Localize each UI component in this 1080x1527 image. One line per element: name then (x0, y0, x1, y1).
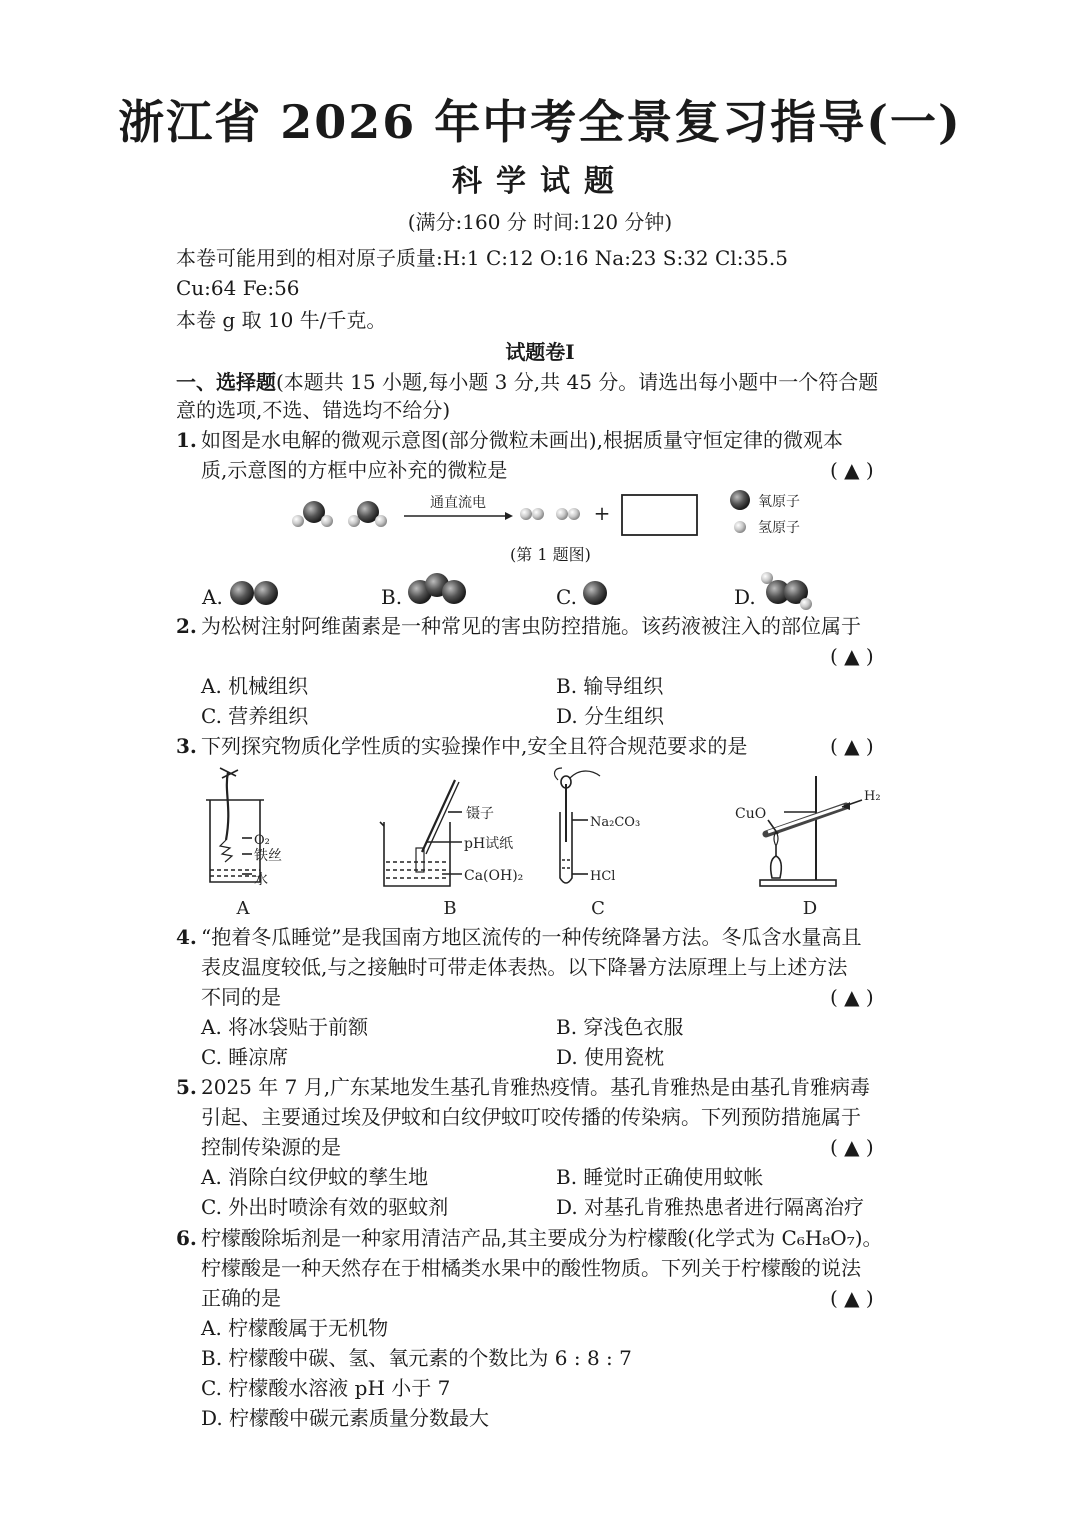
atomic-mass-line-1: 本卷可能用到的相对原子质量:H:1 C:12 O:16 Na:23 S:32 Cl:35.5 (176, 246, 788, 270)
q1-option-b-particle (404, 570, 474, 610)
atomic-mass-line-2: Cu:64 Fe:56 (176, 276, 300, 300)
q1-option-b-label[interactable]: B. (381, 585, 403, 609)
gravity-note: 本卷 g 取 10 牛/千克。 (176, 308, 387, 332)
answer-box (622, 495, 697, 535)
q1-electrolysis-diagram (280, 480, 840, 580)
q4-stem-3: 不同的是 (201, 985, 281, 1009)
q1-option-d-particle (756, 568, 820, 612)
q3-number: 3. (176, 734, 197, 758)
q2-number: 2. (176, 614, 197, 638)
q5-stem-3: 控制传染源的是 (201, 1135, 341, 1159)
q5-stem-2: 引起、主要通过埃及伊蚊和白纹伊蚊叮咬传播的传染病。下列预防措施属于 (201, 1105, 861, 1129)
q4-option-d[interactable]: D. 使用瓷枕 (556, 1045, 665, 1069)
q2-option-d[interactable]: D. 分生组织 (556, 704, 665, 728)
apparatus-a-letter: A (236, 898, 250, 919)
q1-option-c-label[interactable]: C. (556, 585, 577, 609)
water-molecule-1 (292, 501, 333, 527)
q1-stem-1: 如图是水电解的微观示意图(部分微粒未画出),根据质量守恒定律的微观本 (201, 428, 843, 452)
hydrogen-molecule-2 (556, 508, 580, 520)
q3-stem: 下列探究物质化学性质的实验操作中,安全且符合规范要求的是 (201, 734, 748, 758)
q1-option-a-label[interactable]: A. (202, 585, 223, 609)
q2-option-b[interactable]: B. 输导组织 (556, 674, 664, 698)
q1-option-a-particle (226, 576, 286, 610)
q1-number: 1. (176, 428, 197, 452)
label-caoh2: Ca(OH)₂ (464, 868, 524, 884)
q6-option-c[interactable]: C. 柠檬酸水溶液 pH 小于 7 (201, 1376, 451, 1400)
section-instructions: (本题共 15 小题,每小题 3 分,共 45 分。请选出每小题中一个符合题 (276, 370, 879, 394)
plus-sign: + (593, 501, 611, 525)
apparatus-d (760, 776, 862, 886)
q6-stem-2: 柠檬酸是一种天然存在于柑橘类水果中的酸性物质。下列关于柠檬酸的说法 (201, 1256, 861, 1280)
exam-subtitle: 科学试题 (452, 164, 628, 199)
q1-caption: (第 1 题图) (510, 545, 591, 564)
section-instructions-2: 意的选项,不选、错选均不给分) (176, 398, 451, 422)
q4-option-a[interactable]: A. 将冰袋贴于前额 (201, 1015, 369, 1039)
q6-answer-blank[interactable]: ( ▲ ) (830, 1286, 874, 1310)
label-tweezers: 镊子 (466, 806, 494, 822)
q4-stem-1: “抱着冬瓜睡觉”是我国南方地区流传的一种传统降暑方法。冬瓜含水量高且 (201, 925, 862, 949)
q4-option-b[interactable]: B. 穿浅色衣服 (556, 1015, 684, 1039)
label-iron-wire: 铁丝 (254, 848, 282, 864)
label-water: 水 (254, 872, 268, 888)
q1-option-c-particle (580, 578, 614, 612)
q5-stem-1: 2025 年 7 月,广东某地发生基孔肯雅热疫情。基孔肯雅热是由基孔肯雅病毒 (201, 1075, 871, 1099)
section-label: 一、选择题 (176, 370, 276, 394)
label-h2: H₂ (864, 789, 881, 804)
apparatus-c-letter: C (591, 898, 605, 919)
oxygen-legend-icon (730, 490, 750, 510)
water-molecule-2 (348, 501, 387, 527)
label-ph-paper: pH试纸 (464, 836, 514, 852)
q6-stem-1: 柠檬酸除垢剂是一种家用清洁产品,其主要成分为柠檬酸(化学式为 C₆H₈O₇)。 (201, 1226, 883, 1250)
oxygen-legend-label: 氧原子 (758, 494, 800, 510)
q5-number: 5. (176, 1075, 197, 1099)
q6-option-b[interactable]: B. 柠檬酸中碳、氢、氧元素的个数比为 6 : 8 : 7 (201, 1346, 632, 1370)
q6-option-d[interactable]: D. 柠檬酸中碳元素质量分数最大 (201, 1406, 490, 1430)
q5-answer-blank[interactable]: ( ▲ ) (830, 1135, 874, 1159)
q1-stem-2: 质,示意图的方框中应补充的微粒是 (201, 458, 508, 482)
q3-answer-blank[interactable]: ( ▲ ) (830, 734, 874, 758)
q2-option-a[interactable]: A. 机械组织 (201, 674, 309, 698)
hydrogen-legend-icon (734, 521, 746, 533)
arrow-label: 通直流电 (430, 495, 486, 511)
hydrogen-legend-label: 氢原子 (758, 520, 800, 536)
q5-option-c[interactable]: C. 外出时喷涂有效的驱蚊剂 (201, 1195, 449, 1219)
q4-option-c[interactable]: C. 睡凉席 (201, 1045, 289, 1069)
q5-option-d[interactable]: D. 对基孔肯雅热患者进行隔离治疗 (556, 1195, 865, 1219)
q4-number: 4. (176, 925, 197, 949)
apparatus-d-letter: D (802, 898, 818, 919)
q3-apparatus-figures (180, 762, 900, 922)
q5-option-b[interactable]: B. 睡觉时正确使用蚊帐 (556, 1165, 764, 1189)
q1-option-d-label[interactable]: D. (734, 585, 756, 609)
q4-stem-2: 表皮温度较低,与之接触时可带走体表热。以下降暑方法原理上与上述方法 (201, 955, 848, 979)
label-na2co3: Na₂CO₃ (590, 815, 641, 830)
q1-answer-blank[interactable]: ( ▲ ) (830, 458, 874, 482)
apparatus-b (380, 780, 462, 886)
q6-stem-3: 正确的是 (201, 1286, 281, 1310)
q2-answer-blank[interactable]: ( ▲ ) (830, 644, 874, 668)
q6-number: 6. (176, 1226, 197, 1250)
apparatus-a (206, 768, 264, 882)
q4-answer-blank[interactable]: ( ▲ ) (830, 985, 874, 1009)
exam-title: 浙江省 2026 年中考全景复习指导(一) (118, 95, 962, 149)
section-heading (176, 367, 878, 397)
apparatus-b-letter: B (443, 898, 457, 919)
q2-stem: 为松树注射阿维菌素是一种常见的害虫防控措施。该药液被注入的部位属于 (201, 614, 861, 638)
label-cuo: CuO (735, 806, 767, 822)
q2-option-c[interactable]: C. 营养组织 (201, 704, 309, 728)
exam-meta: (满分:160 分 时间:120 分钟) (407, 210, 673, 234)
volume-heading: 试题卷Ⅰ (505, 340, 575, 364)
label-hcl: HCl (590, 869, 616, 884)
q5-option-a[interactable]: A. 消除白纹伊蚊的孳生地 (201, 1165, 429, 1189)
hydrogen-molecule-1 (520, 508, 544, 520)
q6-option-a[interactable]: A. 柠檬酸属于无机物 (201, 1316, 389, 1340)
label-o2: O₂ (254, 833, 270, 848)
